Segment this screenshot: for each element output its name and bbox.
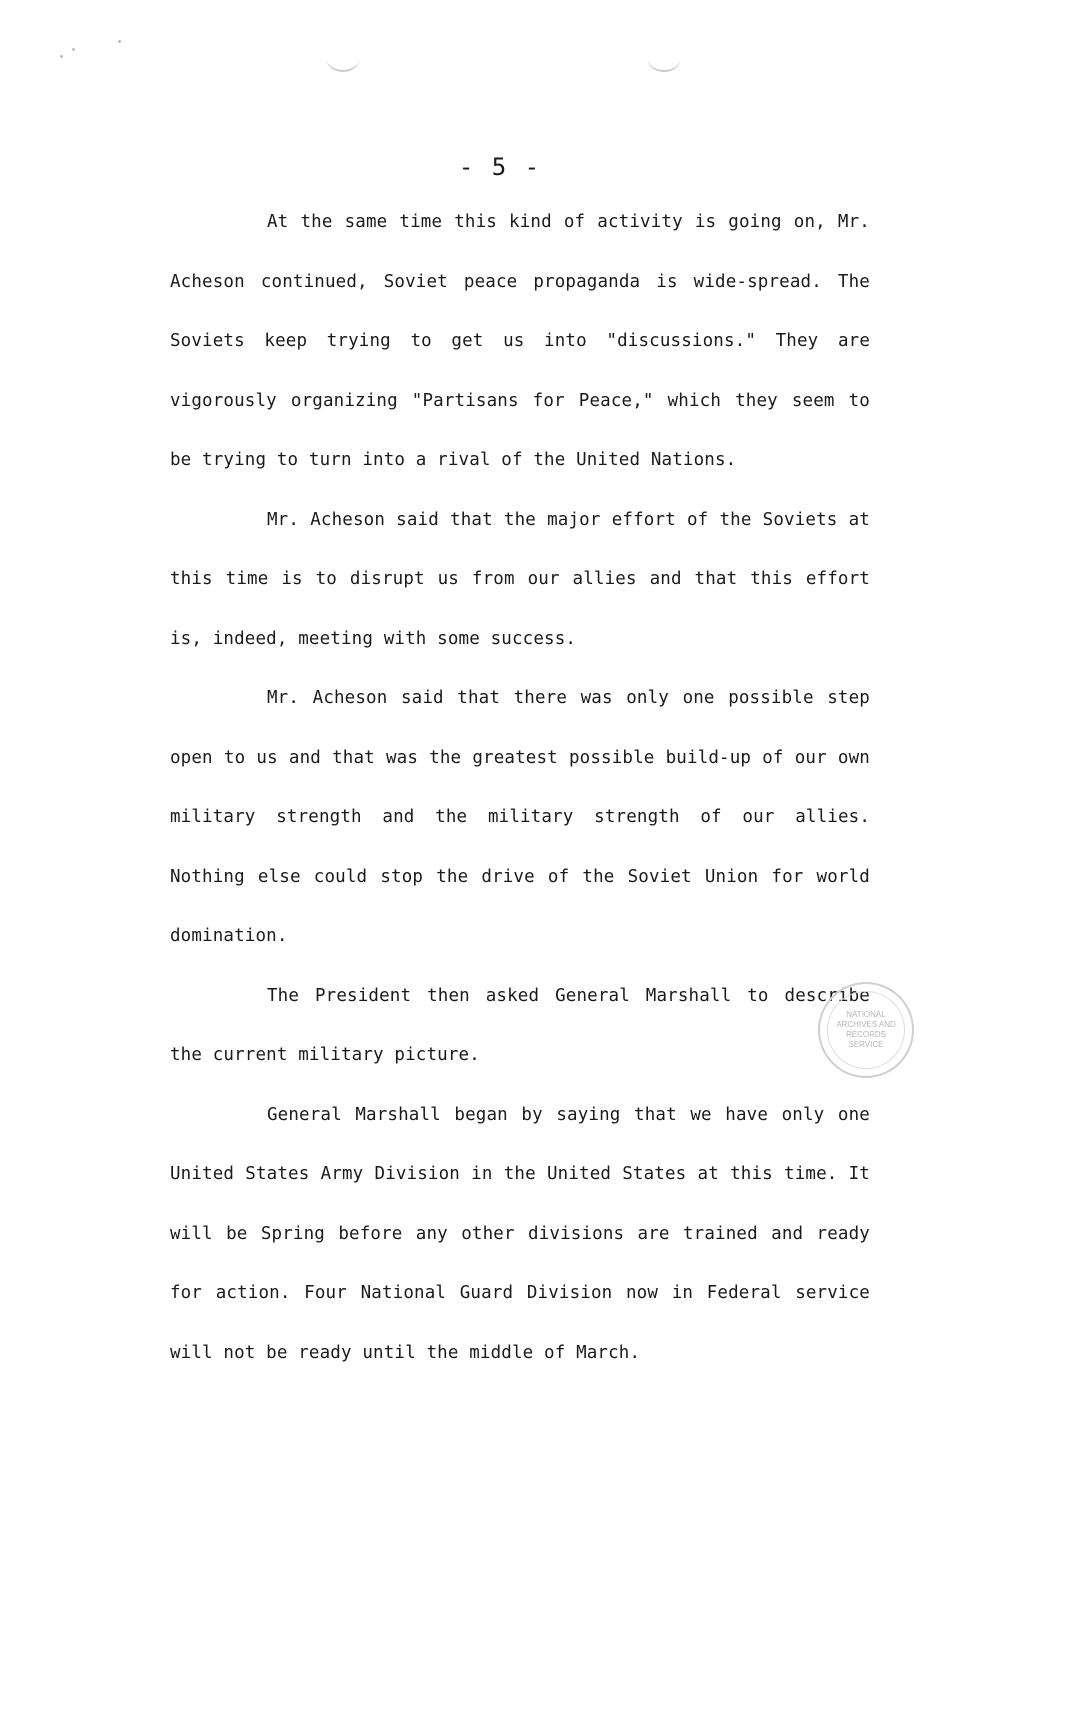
paragraph: Mr. Acheson said that there was only one possible step open to us and that was the greatest possible build-up of our own military strength and the military strength of our allies. Nothing else could stop the drive of the Soviet Union for world domination. [170,688,870,946]
stamp-line: NATIONAL [846,1010,886,1019]
paragraph: At the same time this kind of activity is going on, Mr. Acheson continued, Soviet peace propaganda is wide-spread. The Soviets keep trying to get us into "discussions." They are vigorously organizing "Partisans for Peace," which they seem to be trying to turn into a rival of the United Nations. [170,212,870,470]
paper-speck [60,55,63,58]
punch-hole-left [326,44,360,72]
paragraph: General Marshall began by saying that we have only one United States Army Division in the United States at this time. It will be Spring before any other divisions are trained and ready for action. Four National Guard Division now in Federal service will not be ready until the middle of March. [170,1104,870,1363]
paper-speck [72,48,75,51]
stamp-line: RECORDS [845,1030,886,1039]
document-body [170,193,870,1383]
paper-speck [118,40,121,43]
paragraph: Mr. Acheson said that the major effort of the Soviets at this time is to disrupt us from our allies and that this effort is, indeed, meeting with some success. [170,509,870,649]
punch-hole-right [647,44,681,72]
archive-stamp-seal [818,982,914,1078]
stamp-line: SERVICE [848,1040,884,1049]
paragraph: The President then asked General Marshall to describe the current military picture. [170,985,870,1065]
page-number: - 5 - [458,153,542,181]
stamp-line: ARCHIVES AND [836,1020,896,1029]
